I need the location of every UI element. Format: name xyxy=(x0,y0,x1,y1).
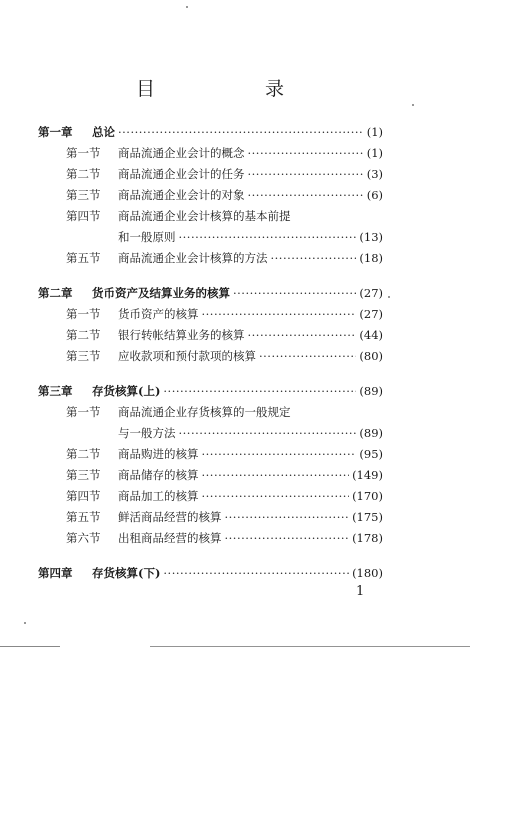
page-ref: (27) xyxy=(359,307,383,321)
section-title: 商品流通企业会计核算的方法 xyxy=(118,251,268,265)
page-ref: (89) xyxy=(359,384,383,398)
chapter-title: 存货核算(下) xyxy=(92,566,161,580)
chapter-1-entry[interactable] xyxy=(38,122,383,143)
section-title: 商品流通企业会计核算的基本前提 xyxy=(118,209,291,223)
page-ref: (89) xyxy=(359,426,383,440)
section-label: 第三节 xyxy=(66,468,101,482)
dot-leader xyxy=(202,465,350,486)
dot-leader xyxy=(202,444,357,465)
section-title: 商品购进的核算 xyxy=(118,447,199,461)
dot-leader xyxy=(248,325,357,346)
section-entry[interactable] xyxy=(38,325,383,346)
page-ref: (13) xyxy=(359,230,383,244)
page-ref: (170) xyxy=(352,489,383,503)
dot-leader xyxy=(163,381,356,402)
section-entry[interactable] xyxy=(38,206,383,227)
page-ref: (3) xyxy=(366,167,383,181)
page-ref: (178) xyxy=(352,531,383,545)
section-title-continuation: 与一般方法 xyxy=(118,426,176,440)
scan-speck xyxy=(186,6,188,8)
dot-leader xyxy=(118,122,364,143)
dot-leader xyxy=(163,563,349,584)
scan-speck xyxy=(388,296,390,298)
section-entry-continuation[interactable] xyxy=(38,423,383,444)
section-entry[interactable] xyxy=(38,528,383,549)
chapter-label: 第一章 xyxy=(38,125,73,139)
section-title: 出租商品经营的核算 xyxy=(118,531,222,545)
section-label: 第一节 xyxy=(66,146,101,160)
section-entry[interactable] xyxy=(38,164,383,185)
section-entry[interactable] xyxy=(38,402,383,423)
page-ref: (180) xyxy=(352,566,383,580)
page-ref: (44) xyxy=(359,328,383,342)
table-of-contents xyxy=(38,122,383,584)
chapter-2-entry[interactable] xyxy=(38,283,383,304)
section-title: 商品流通企业存货核算的一般规定 xyxy=(118,405,291,419)
dot-leader xyxy=(202,304,357,325)
dot-leader xyxy=(248,143,364,164)
section-entry[interactable] xyxy=(38,507,383,528)
section-label: 第五节 xyxy=(66,510,101,524)
section-label: 第三节 xyxy=(66,349,101,363)
chapter-label: 第四章 xyxy=(38,566,73,580)
section-entry[interactable] xyxy=(38,304,383,325)
page-ref: (1) xyxy=(366,125,383,139)
chapter-title: 存货核算(上) xyxy=(92,384,161,398)
dot-leader xyxy=(179,423,357,444)
dot-leader xyxy=(179,227,357,248)
page-ref: (27) xyxy=(359,286,383,300)
dot-leader xyxy=(225,507,350,528)
section-label: 第一节 xyxy=(66,405,101,419)
section-entry-continuation[interactable] xyxy=(38,227,383,248)
section-entry[interactable] xyxy=(38,248,383,269)
scan-speck xyxy=(24,622,26,624)
section-entry[interactable] xyxy=(38,444,383,465)
page-ref: (18) xyxy=(359,251,383,265)
section-label: 第二节 xyxy=(66,328,101,342)
chapter-3-entry[interactable] xyxy=(38,381,383,402)
section-label: 第二节 xyxy=(66,167,101,181)
section-entry[interactable] xyxy=(38,486,383,507)
section-label: 第四节 xyxy=(66,209,101,223)
chapter-label: 第三章 xyxy=(38,384,73,398)
section-title: 商品流通企业会计的任务 xyxy=(118,167,245,181)
section-title: 鲜活商品经营的核算 xyxy=(118,510,222,524)
page-ref: (149) xyxy=(352,468,383,482)
dot-leader xyxy=(248,164,364,185)
section-entry[interactable] xyxy=(38,346,383,367)
section-label: 第五节 xyxy=(66,251,101,265)
section-entry[interactable] xyxy=(38,185,383,206)
section-title-continuation: 和一般原则 xyxy=(118,230,176,244)
dot-leader xyxy=(259,346,356,367)
dot-leader xyxy=(233,283,356,304)
chapter-4-entry[interactable] xyxy=(38,563,383,584)
section-entry[interactable] xyxy=(38,465,383,486)
chapter-label: 第二章 xyxy=(38,286,73,300)
section-label: 第二节 xyxy=(66,447,101,461)
section-title: 商品流通企业会计的概念 xyxy=(118,146,245,160)
section-title: 货币资产的核算 xyxy=(118,307,199,321)
chapter-title: 总论 xyxy=(92,125,115,139)
page-number: 1 xyxy=(356,584,365,599)
scan-speck xyxy=(412,104,414,106)
page-ref: (175) xyxy=(352,510,383,524)
section-title: 商品流通企业会计的对象 xyxy=(118,188,245,202)
page-ref: (80) xyxy=(359,349,383,363)
section-entry[interactable] xyxy=(38,143,383,164)
page-ref: (6) xyxy=(366,188,383,202)
dot-leader xyxy=(271,248,357,269)
scan-edge-line xyxy=(0,646,505,647)
section-title: 商品储存的核算 xyxy=(118,468,199,482)
page-ref: (1) xyxy=(366,146,383,160)
dot-leader xyxy=(202,486,350,507)
section-title: 应收款项和预付款项的核算 xyxy=(118,349,256,363)
page-title: 目 录 xyxy=(135,78,337,100)
page-ref: (95) xyxy=(359,447,383,461)
section-label: 第六节 xyxy=(66,531,101,545)
dot-leader xyxy=(225,528,350,549)
section-label: 第三节 xyxy=(66,188,101,202)
section-title: 银行转帐结算业务的核算 xyxy=(118,328,245,342)
chapter-title: 货币资产及结算业务的核算 xyxy=(92,286,230,300)
dot-leader xyxy=(248,185,364,206)
section-label: 第一节 xyxy=(66,307,101,321)
section-title: 商品加工的核算 xyxy=(118,489,199,503)
section-label: 第四节 xyxy=(66,489,101,503)
